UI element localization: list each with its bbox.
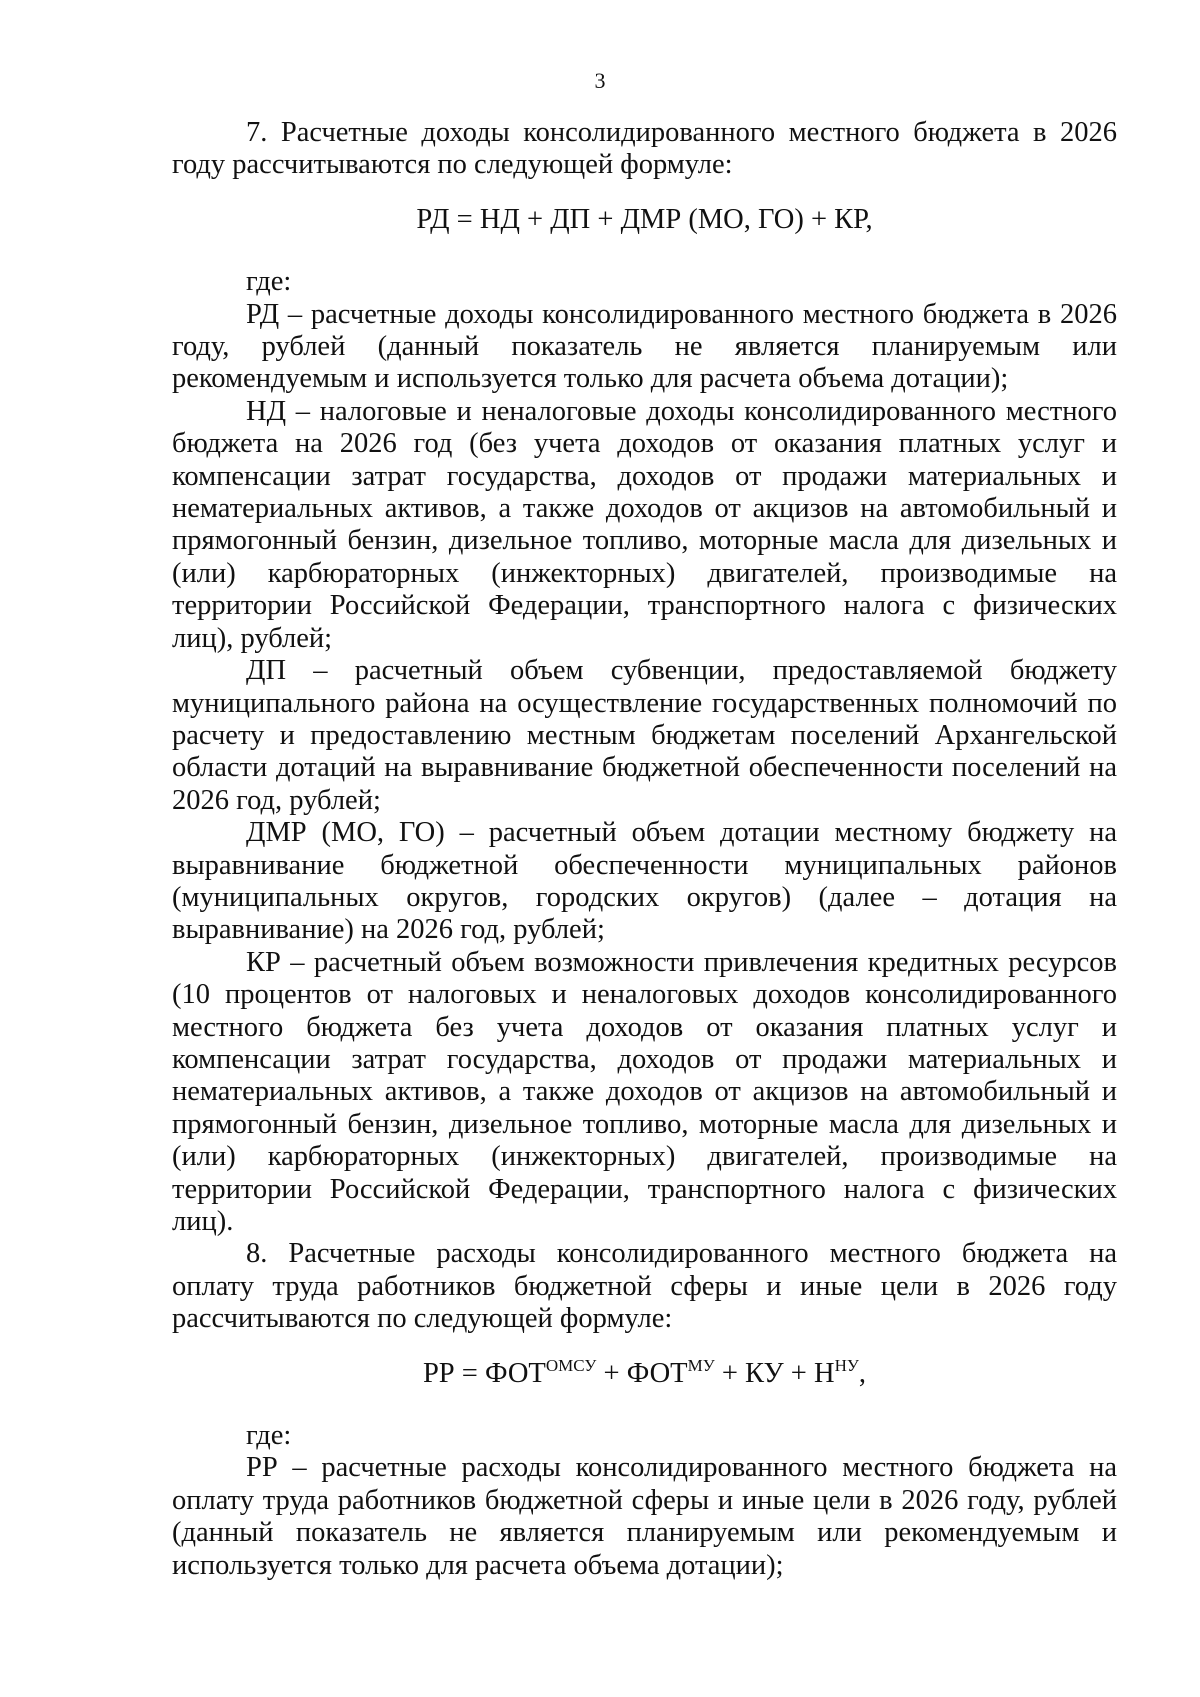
formula-rr-part1: РР = ФОТ (422, 1357, 546, 1389)
formula-rr-sup-omsu: ОМСУ (545, 1355, 597, 1375)
item-8-intro: 8. Расчетные расходы консолидированного местного бюджета на оплату труда работников бюджетной сферы и иные цели в 2026 году рассчитываются по следующей формуле: (172, 1238, 1117, 1335)
formula-rr-sup-nu: НУ (834, 1355, 859, 1375)
formula-rr-part4: , (858, 1357, 867, 1389)
formula-rr-part2: + ФОТ (596, 1357, 688, 1389)
where-label-7: где: (246, 266, 292, 298)
formula-rr-part3: + КУ + Н (714, 1357, 835, 1389)
definition-rr: РР – расчетные расходы консолидированного местного бюджета на оплату труда работников бюджетной сферы и иные цели в 2026 году, рублей (данный показатель не является планируемым или рекомендуемым и используется только для расчета объема дотации); (172, 1452, 1117, 1581)
where-label-8: где: (246, 1420, 292, 1452)
formula-rd: РД = НД + ДП + ДМР (МО, ГО) + КР, (416, 203, 873, 235)
document-body (172, 117, 1117, 1582)
formula-rr (172, 1355, 1117, 1390)
definition-nd: НД – налоговые и неналоговые доходы консолидированного местного бюджета на 2026 год (без учета доходов от оказания платных услуг и компенсации затрат государства, доходов от продажи материальных и нематериальных активов, а также доходов от акцизов на автомобильный и прямогонный бензин, дизельное топливо, моторные масла для дизельных и (или) карбюраторных (инжекторных) двигателей, производимые на территории Российской Федерации, транспортного налога с физических лиц), рублей; (172, 395, 1117, 654)
definition-rd: РД – расчетные доходы консолидированного местного бюджета в 2026 году, рублей (данный показатель не является планируемым или рекомендуемым и используется только для расчета объема дотации); (172, 298, 1117, 395)
formula-rr-sup-mu: МУ (687, 1355, 715, 1375)
definition-dp: ДП – расчетный объем субвенции, предоставляемой бюджету муниципального района на осуществление государственных полномочий по расчету и предоставлению местным бюджетам поселений Архангельской области дотаций на выравнивание бюджетной обеспеченности поселений на 2026 год, рублей; (172, 655, 1117, 816)
definition-dmr: ДМР (МО, ГО) – расчетный объем дотации местному бюджету на выравнивание бюджетной обеспеченности муниципальных районов (муниципальных округов, городских округов) (далее – дотация на выравнивание) на 2026 год, рублей; (172, 817, 1117, 946)
definition-kr: КР – расчетный объем возможности привлечения кредитных ресурсов (10 процентов от налоговых и неналоговых доходов консолидированного местного бюджета без учета доходов от оказания платных услуг и компенсации затрат государства, доходов от продажи материальных и нематериальных активов, а также доходов от акцизов на автомобильный и прямогонный бензин, дизельное топливо, моторные масла для дизельных и (или) карбюраторных (инжекторных) двигателей, производимые на территории Российской Федерации, транспортного налога с физических лиц). (172, 946, 1117, 1237)
item-7-intro: 7. Расчетные доходы консолидированного местного бюджета в 2026 году рассчитываются по следующей формуле: (172, 117, 1117, 181)
page-number: 3 (594, 68, 606, 93)
